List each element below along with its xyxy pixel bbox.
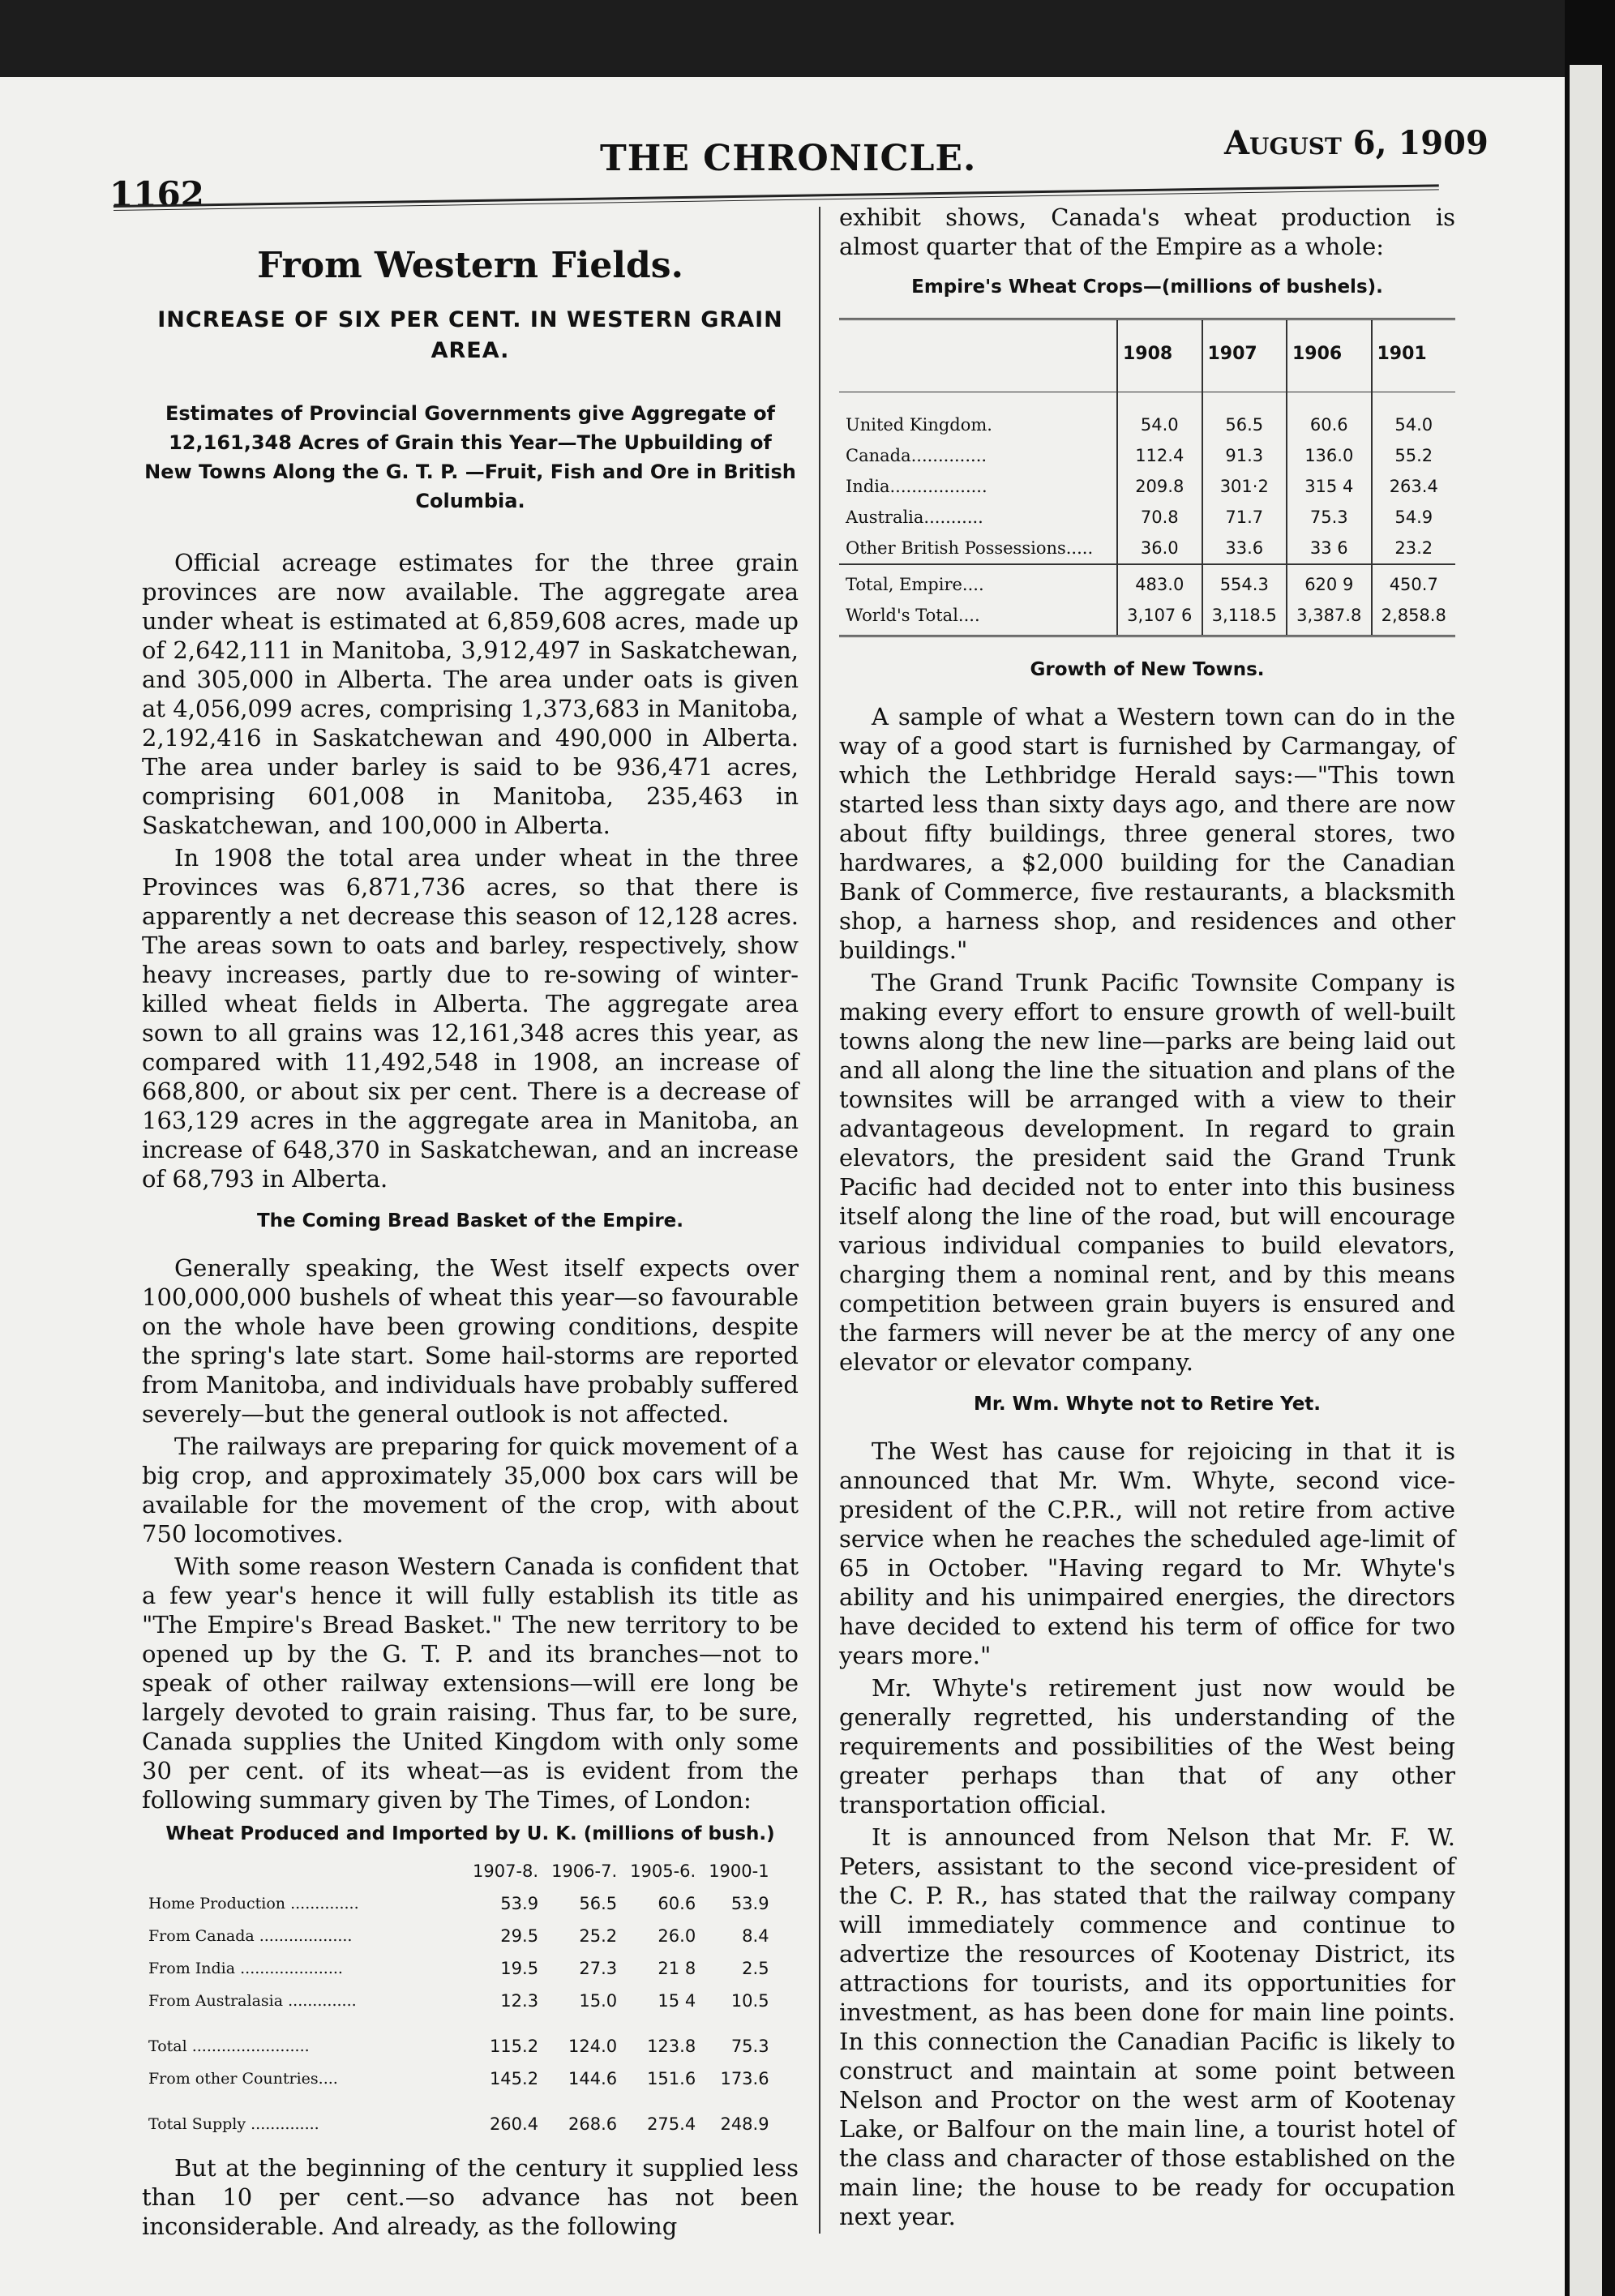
- cell: 2.5: [742, 1959, 769, 1978]
- paragraph: Official acreage estimates for the three grain provinces are now available. The aggregate area under wheat is estimated at 6,859,608 acres, made up of 2,642,111 in Manitoba, 3,912,497 in Saskatchewan, and 305,000 in Alberta. The area under oats is given at 4,056,099 acres, comprising 1,373,683 in Manitoba, 2,192,416 in Saskatchewan and 490,000 in Alberta. The area under barley is said to be 936,471 acres, comprising 601,008 in Manitoba, 235,463 in Saskatchewan, and 100,000 in Alberta.: [142, 549, 799, 839]
- row-label: United Kingdom.: [846, 415, 992, 435]
- section-heading: The Coming Bread Basket of the Empire.: [256, 1210, 684, 1232]
- cell: 275.4: [647, 2114, 696, 2134]
- cell: 145.2: [489, 2069, 539, 2088]
- cell: 56.5: [1202, 392, 1287, 441]
- next-page-edge: [1570, 65, 1602, 2296]
- table-header: 1906-7.: [551, 1861, 618, 1881]
- cell: 75.3: [1287, 502, 1372, 533]
- cell: 71.7: [1202, 502, 1287, 533]
- table-row: [142, 1920, 776, 1952]
- page-number: 1162: [109, 174, 204, 214]
- paragraph: In 1908 the total area under wheat in the three Provinces was 6,871,736 acres, so that there is apparently a net decrease this season of 12,128 acres. The areas sown to oats and barley, respectively, show heavy increases, partly due to re-sowing of winter-killed wheat fields in Alberta. The aggregate area sown to all grains was 12,161,348 acres this year, as compared with 11,492,548 in 1908, an increase of 668,800, or about six per cent. There is a decrease of 163,129 acres in the aggregate area in Manitoba, an increase of 648,370 in Saskatchewan, and an increase of 68,793 in Alberta.: [142, 844, 799, 1193]
- row-label: Australia...........: [846, 508, 983, 527]
- section-heading: Mr. Wm. Whyte not to Retire Yet.: [973, 1394, 1322, 1415]
- table-row: [839, 600, 1455, 636]
- table-header-row: [142, 1855, 776, 1887]
- table-header-row: [839, 319, 1455, 392]
- cell: 60.6: [658, 1894, 696, 1913]
- empire-table-title: Empire's Wheat Crops—(millions of bushels).: [911, 276, 1383, 298]
- table-row: [142, 1887, 776, 1920]
- cell: 173.6: [720, 2069, 769, 2088]
- cell: 483.0: [1117, 564, 1202, 600]
- row-label: Home Production ..............: [148, 1895, 359, 1913]
- cell: 620 9: [1287, 564, 1372, 600]
- page: [0, 77, 1565, 2296]
- row-label: From Canada ...................: [148, 1927, 353, 1945]
- cell: 3,118.5: [1202, 600, 1287, 636]
- row-label: Total, Empire....: [839, 564, 1117, 600]
- cell: 3,387.8: [1287, 600, 1372, 636]
- table-row: [142, 2095, 776, 2140]
- row-label: From India .....................: [148, 1960, 343, 1977]
- cell: 3,107 6: [1117, 600, 1202, 636]
- cell: 151.6: [647, 2069, 696, 2088]
- cell: 115.2: [489, 2037, 539, 2056]
- table-row: [839, 533, 1455, 564]
- table-header: 1907-8.: [473, 1861, 539, 1881]
- table-header: 1905-6.: [630, 1861, 696, 1881]
- cell: 25.2: [579, 1926, 618, 1946]
- cell: 23.2: [1372, 533, 1456, 564]
- table-header: 1907: [1202, 319, 1287, 392]
- cell: 260.4: [489, 2114, 539, 2134]
- cell: 10.5: [730, 1991, 769, 2011]
- table-row: [839, 471, 1455, 502]
- paragraph: The Grand Trunk Pacific Townsite Company is making every effort to ensure growth of well-built towns along the new line—parks are being laid out and all along the line the situation and plans of the townsites will be arranged with a view to their advantageous development. In regard to grain elevators, the president said the Grand Trunk Pacific had decided not to enter into this business itself along the line of the road, but will encourage various individual companies to build elevators, charging them a nominal rent, and by this means competition between grain buyers is ensured and the farmers will never be at the mercy of any one elevator or elevator company.: [839, 969, 1455, 1376]
- cell: 53.9: [500, 1894, 539, 1913]
- cell: 21 8: [658, 1959, 696, 1978]
- cell: 12.3: [500, 1991, 539, 2011]
- issue-date: August 6, 1909: [1224, 124, 1489, 162]
- cell: 268.6: [568, 2114, 618, 2134]
- row-label: World's Total....: [839, 600, 1117, 636]
- cell: 36.0: [1117, 533, 1202, 564]
- cell: 70.8: [1117, 502, 1202, 533]
- cell: 2,858.8: [1372, 600, 1456, 636]
- row-label: Canada..............: [846, 446, 987, 465]
- cell: 112.4: [1117, 440, 1202, 471]
- cell: 26.0: [658, 1926, 696, 1946]
- paragraph: Generally speaking, the West itself expects over 100,000,000 bushels of wheat this year—so favourable on the whole have been growing conditions, despite the spring's late start. Some hail-storms are reported from Manitoba, and individuals have probably suffered severely—but the general outlook is not affected.: [142, 1254, 799, 1428]
- cell: 248.9: [720, 2114, 769, 2134]
- section-heading: Growth of New Towns.: [1030, 659, 1265, 680]
- table-row: [839, 564, 1455, 600]
- scan-edge: [1565, 0, 1615, 2296]
- empire-wheat-table: [839, 318, 1455, 637]
- cell: 315 4: [1287, 471, 1372, 502]
- table-header: 1901: [1372, 319, 1456, 392]
- cell: 124.0: [568, 2037, 618, 2056]
- table-row: [839, 392, 1455, 441]
- uk-table-title: Wheat Produced and Imported by U. K. (millions of bush.): [165, 1823, 775, 1844]
- publication-title: THE CHRONICLE.: [600, 138, 977, 179]
- cell: 15 4: [658, 1991, 696, 2011]
- table-row: [839, 440, 1455, 471]
- table-header: 1908: [1117, 319, 1202, 392]
- row-label: Other British Possessions.....: [846, 538, 1094, 558]
- paragraph: The railways are preparing for quick movement of a big crop, and approximately 35,000 box cars will be available for the movement of the crop, with about 750 locomotives.: [142, 1433, 799, 1548]
- table-row: [142, 2017, 776, 2063]
- cell: 136.0: [1287, 440, 1372, 471]
- left-column: [142, 239, 799, 2244]
- column-divider: [819, 207, 820, 2234]
- table-header: 1906: [1287, 319, 1372, 392]
- cell: 33 6: [1287, 533, 1372, 564]
- table-row: [839, 502, 1455, 533]
- cell: 29.5: [500, 1926, 539, 1946]
- paragraph: exhibit shows, Canada's wheat production is almost quarter that of the Empire as a whole:: [839, 203, 1455, 260]
- cell: 33.6: [1202, 533, 1287, 564]
- article-subhead: INCREASE OF SIX PER CENT. IN WESTERN GRAIN AREA.: [157, 307, 783, 363]
- cell: 54.0: [1372, 392, 1456, 441]
- row-label: Total ........................: [148, 2037, 310, 2055]
- cell: 8.4: [742, 1926, 769, 1946]
- cell: 301·2: [1202, 471, 1287, 502]
- cell: 144.6: [568, 2069, 618, 2088]
- paragraph: A sample of what a Western town can do in the way of a good start is furnished by Carmangay, of which the Lethbridge Herald says:—"This town started less than sixty days ago, and there are now about fifty buildings, three general stores, two hardwares, a $2,000 building for the Canadian Bank of Commerce, five restaurants, a blacksmith shop, a harness shop, and residences and other buildings.": [839, 703, 1455, 964]
- cell: 75.3: [730, 2037, 769, 2056]
- cell: 263.4: [1372, 471, 1456, 502]
- paragraph: The West has cause for rejoicing in that it is announced that Mr. Wm. Whyte, second vice-president of the C.P.R., will not retire from active service when he reaches the scheduled age-limit of 65 in October. "Having regard to Mr. Whyte's ability and his unimpaired energies, the directors have decided to extend his term of office for two years more.": [839, 1437, 1455, 1669]
- table-header-blank: [839, 319, 1117, 392]
- cell: 55.2: [1372, 440, 1456, 471]
- right-column: [839, 203, 1455, 2234]
- cell: 209.8: [1117, 471, 1202, 502]
- paragraph: With some reason Western Canada is confident that a few year's hence it will fully establish its title as "The Empire's Bread Basket." The new territory to be opened up by the G. T. P. and its branches—not to speak of other railway extensions—will ere long be largely devoted to grain raising. Thus far, to be sure, Canada supplies the United Kingdom with only some 30 per cent. of its wheat—as is evident from the following summary given by The Times, of London:: [142, 1553, 799, 1814]
- article-deck: Estimates of Provincial Governments give Aggregate of 12,161,348 Acres of Grain this Year—The Upbuilding of New Towns Along the G. T. P. —Fruit, Fish and Ore in British Columbia.: [144, 402, 796, 512]
- cell: 123.8: [647, 2037, 696, 2056]
- paragraph: Mr. Whyte's retirement just now would be generally regretted, his understanding of the requirements and possibilities of the West being greater perhaps than that of any other transportation official.: [839, 1674, 1455, 1818]
- cell: 54.0: [1117, 392, 1202, 441]
- article-headline: From Western Fields.: [257, 245, 683, 286]
- paragraph: But at the beginning of the century it supplied less than 10 per cent.—so advance has not been inconsiderable. And already, as the following: [142, 2154, 799, 2240]
- cell: 554.3: [1202, 564, 1287, 600]
- cell: 450.7: [1372, 564, 1456, 600]
- row-label: India..................: [846, 477, 987, 496]
- cell: 56.5: [579, 1894, 618, 1913]
- row-label: From Australasia ..............: [148, 1992, 357, 2010]
- uk-wheat-table: [142, 1855, 776, 2140]
- table-row: [142, 1985, 776, 2017]
- cell: 27.3: [579, 1959, 618, 1978]
- paragraph: It is announced from Nelson that Mr. F. W. Peters, assistant to the second vice-president of the C. P. R., has stated that the railway company will immediately commence and continue to advertize the resources of Kootenay District, its attractions for tourists, and its opportunities for investment, as has been done for main line points. In this connection the Canadian Pacific is likely to construct and maintain at some point between Nelson and Proctor on the west arm of Kootenay Lake, or Balfour on the main line, a tourist hotel of the class and character of those established on the main line; the house to be ready for occupation next year.: [839, 1823, 1455, 2230]
- cell: 60.6: [1287, 392, 1372, 441]
- table-row: [142, 1952, 776, 1985]
- row-label: From other Countries....: [148, 2070, 338, 2088]
- table-header-blank: [142, 1855, 466, 1887]
- cell: 91.3: [1202, 440, 1287, 471]
- row-label: Total Supply ..............: [148, 2115, 319, 2133]
- cell: 54.9: [1372, 502, 1456, 533]
- cell: 53.9: [730, 1894, 769, 1913]
- cell: 19.5: [500, 1959, 539, 1978]
- table-header: 1900-1: [709, 1861, 769, 1881]
- cell: 15.0: [579, 1991, 618, 2011]
- table-row: [142, 2063, 776, 2095]
